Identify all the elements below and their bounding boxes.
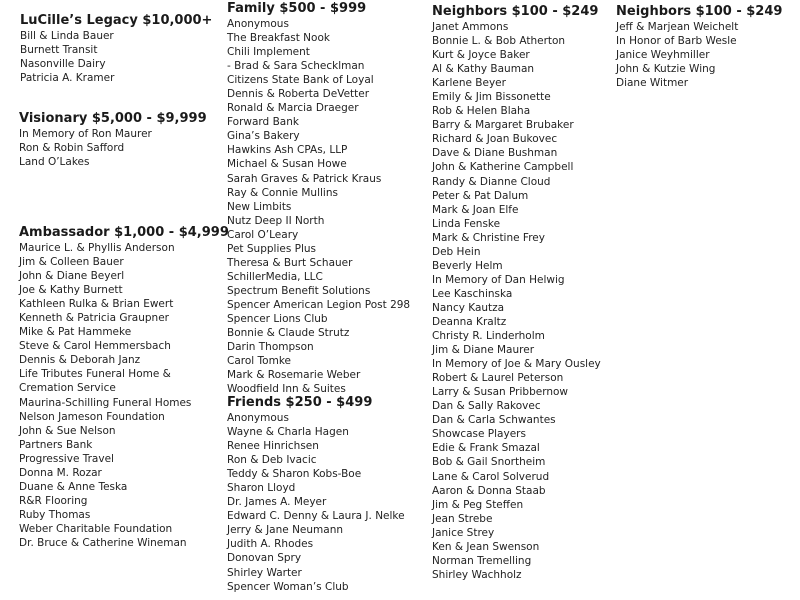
donor-name: Woodfield Inn & Suites [227,383,346,396]
donor-name: Al & Kathy Bauman [432,63,535,76]
donor-name: Ron & Robin Safford [19,142,125,155]
donor-name: Spencer Lions Club [227,312,328,325]
donor-name: Renee Hinrichsen [227,440,319,453]
donor-name: Randy & Dianne Cloud [432,175,551,188]
donor-name: Theresa & Burt Schauer [227,256,353,269]
donor-list [616,20,782,90]
section-heading: LuCille’s Legacy $10,000+ [20,13,213,28]
donor-name: Jerry & Jane Neumann [227,524,344,537]
donor-name: Mark & Rosemarie Weber [227,369,361,382]
donor-name: Ken & Jean Swenson [432,540,540,553]
donor-name: Deb Hein [432,245,481,258]
donor-name: Partners Bank [19,438,93,451]
section-heading: Neighbors $100 - $249 [616,4,783,19]
donor-name: Donna M. Rozar [19,466,102,479]
donor-name: Dave & Diane Bushman [432,147,558,160]
donor-name: Edie & Frank Smazal [432,442,540,455]
donor-name: Life Tributes Funeral Home & [19,368,171,381]
donor-name: Michael & Susan Howe [227,158,347,171]
donor-name: Sarah Graves & Patrick Kraus [227,172,382,185]
donor-name: In Memory of Ron Maurer [19,128,152,140]
donor-name: Bonnie & Claude Strutz [227,327,350,340]
donor-name: Jim & Colleen Bauer [19,256,124,269]
donor-name: Kurt & Joyce Baker [432,49,530,62]
donor-name: Showcase Players [432,428,526,441]
donor-section-friends [227,394,405,594]
donor-name: Kathleen Rulka & Brian Ewert [19,298,174,311]
section-heading: Visionary $5,000 - $9,999 [19,111,207,126]
donor-name: Lane & Carol Solverud [432,470,550,483]
donor-name: Bonnie L. & Bob Atherton [432,35,566,48]
donor-name: Lee Kaschinska [432,287,513,300]
donor-name: Joe & Kathy Burnett [19,284,123,297]
donor-name: Mark & Joan Elfe [432,203,519,216]
donor-name: Peter & Pat Dalum [432,189,529,202]
donor-name: New Limbits [227,200,292,213]
donor-name: Judith A. Rhodes [227,538,314,551]
donor-name: Shirley Wachholz [432,568,522,581]
donor-name: Robert & Laurel Peterson [432,372,564,385]
donor-name: Hawkins Ash CPAs, LLP [227,144,348,157]
donor-name: Maurina-Schilling Funeral Homes [19,396,192,409]
donor-section-neighbors-continued [616,3,782,90]
donor-name: In Honor of Barb Wesle [616,35,737,48]
donor-name: Gina’s Bakery [227,130,300,143]
donor-list [227,17,410,396]
donor-name: Dennis & Deborah Janz [19,354,141,367]
donor-name: Citizens State Bank of Loyal [227,74,374,87]
donor-name: Anonymous [227,412,289,424]
donor-name: Forward Bank [227,116,299,129]
donor-section-ambassador [19,224,229,550]
donor-section-lucilles-legacy [20,12,212,85]
donor-name: Dr. Bruce & Catherine Wineman [19,536,187,549]
donor-name: - Brad & Sara Schecklman [227,60,365,73]
donor-name: Patricia A. Kramer [20,72,115,85]
donor-name: Ron & Deb Ivacic [227,454,317,467]
donor-name: Jim & Diane Maurer [432,344,535,357]
donor-name: Cremation Service [19,382,116,395]
donor-name: Christy R. Linderholm [432,330,545,343]
donor-name: In Memory of Dan Helwig [432,273,565,286]
donor-name: Norman Tremelling [432,554,532,567]
donor-list [20,29,212,85]
donor-name: Ronald & Marcia Draeger [227,102,359,115]
section-heading: Ambassador $1,000 - $4,999 [19,225,229,240]
donor-name: Dr. James A. Meyer [227,496,327,509]
donor-list [19,127,207,169]
donor-name: Edward C. Denny & Laura J. Nelke [227,510,405,523]
donor-name: SchillerMedia, LLC [227,270,323,283]
donor-name: Ray & Connie Mullins [227,186,338,199]
donor-name: John & Sue Nelson [19,424,116,437]
donor-name: Karlene Beyer [432,77,506,90]
donor-name: Spencer Woman’s Club [227,580,349,593]
donor-name: Janet Ammons [432,21,509,33]
donor-name: Deanna Kraltz [432,315,507,328]
donor-name: Weber Charitable Foundation [19,522,173,535]
donor-name: Mike & Pat Hammeke [19,326,132,339]
donor-name: R&R Flooring [19,494,88,507]
donor-name: Progressive Travel [19,452,114,465]
donor-name: Jim & Peg Steffen [432,498,524,511]
donor-name: Rob & Helen Blaha [432,105,531,118]
donor-name: Richard & Joan Bukovec [432,133,558,146]
donor-name: Emily & Jim Bissonette [432,91,551,104]
donor-name: Shirley Warter [227,566,302,579]
donor-name: Barry & Margaret Brubaker [432,119,574,132]
donor-name: Janice Strey [432,526,495,539]
section-heading: Neighbors $100 - $249 [432,4,599,19]
donor-name: Janice Weyhmiller [616,49,710,62]
donor-name: Beverly Helm [432,259,503,272]
donor-name: Nelson Jameson Foundation [19,410,165,423]
donor-name: Donovan Spry [227,552,302,565]
donor-name: In Memory of Joe & Mary Ousley [432,358,601,371]
donor-name: The Breakfast Nook [227,32,330,45]
donor-section-neighbors [432,3,601,582]
donor-name: Burnett Transit [20,44,98,57]
donor-name: Anonymous [227,18,289,30]
donor-name: Bill & Linda Bauer [20,30,114,42]
donor-name: John & Diane Beyerl [19,270,125,283]
donor-name: Jean Strebe [432,512,493,525]
donor-name: Carol O’Leary [227,228,299,241]
donor-name: Wayne & Charla Hagen [227,426,349,439]
donor-name: Land O’Lakes [19,156,90,169]
section-heading: Family $500 - $999 [227,1,367,16]
donor-name: Mark & Christine Frey [432,231,545,244]
donor-name: John & Katherine Campbell [432,161,574,174]
donor-name: Kenneth & Patricia Graupner [19,312,169,325]
donor-name: Duane & Anne Teska [19,480,128,493]
donor-name: John & Kutzie Wing [616,63,716,76]
donor-name: Diane Witmer [616,77,689,90]
donor-name: Jeff & Marjean Weichelt [616,21,739,33]
donor-name: Aaron & Donna Staab [432,484,546,497]
donor-name: Spectrum Benefit Solutions [227,284,371,297]
donor-section-family [227,0,410,396]
donor-name: Dan & Carla Schwantes [432,414,556,427]
donor-name: Steve & Carol Hemmersbach [19,340,171,353]
donor-name: Dennis & Roberta DeVetter [227,88,370,101]
donor-list [432,20,601,582]
donor-name: Linda Fenske [432,217,501,230]
donor-name: Sharon Lloyd [227,482,296,495]
section-heading: Friends $250 - $499 [227,395,373,410]
donor-list [227,411,405,594]
donor-section-visionary [19,110,207,169]
donor-name: Nutz Deep II North [227,214,325,227]
donor-name: Chili Implement [227,46,310,59]
donor-name: Nasonville Dairy [20,58,106,71]
donor-name: Teddy & Sharon Kobs-Boe [227,468,362,481]
donor-name: Dan & Sally Rakovec [432,400,541,413]
donor-name: Maurice L. & Phyllis Anderson [19,242,175,254]
donor-name: Darin Thompson [227,341,314,354]
donor-name: Spencer American Legion Post 298 [227,298,411,311]
donor-name: Bob & Gail Snortheim [432,456,546,469]
donor-name: Pet Supplies Plus [227,242,316,255]
donor-name: Ruby Thomas [19,508,91,521]
donor-list [19,241,229,550]
donor-name: Carol Tomke [227,355,291,368]
donor-name: Larry & Susan Pribbernow [432,386,568,399]
donor-name: Nancy Kautza [432,301,505,314]
